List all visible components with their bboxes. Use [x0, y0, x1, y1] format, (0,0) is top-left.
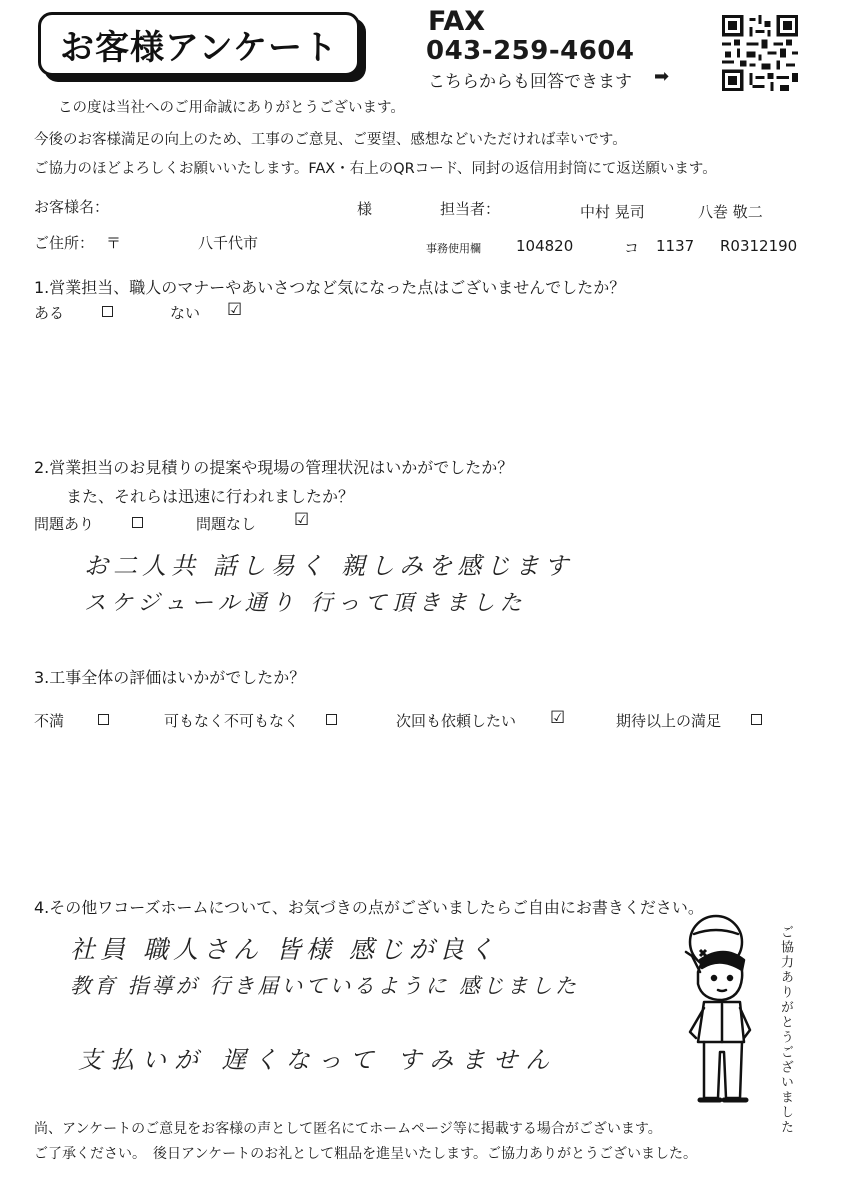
- question-4: 4.その他ワコーズホームについて、お気づきの点がございましたらご自由にお書きください。: [34, 898, 704, 917]
- office-code-4: R0312190: [720, 237, 798, 255]
- q1-checkbox-no[interactable]: ☑: [227, 300, 243, 320]
- q3-checkbox-exceeded[interactable]: [751, 714, 762, 725]
- intro-line-2: 今後のお客様満足の向上のため、工事のご意見、ご要望、感想などいただければ幸いです。: [34, 132, 627, 148]
- qr-note: こちらからも回答できます: [428, 72, 632, 92]
- question-2: 2.営業担当のお見積りの提案や現場の管理状況はいかがでしたか？: [34, 458, 514, 477]
- qr-code-icon[interactable]: [722, 15, 798, 91]
- q4-handwritten-answer-2: 教育 指導が 行き届いているように 感じました: [70, 974, 580, 998]
- intro-line-3: ご協力のほどよろしくお願いいたします。FAX・右上のQRコード、同封の返信用封筒にて返送願います。: [34, 161, 717, 177]
- question-2-line-2: また、それらは迅速に行われましたか？: [66, 487, 355, 506]
- question-1: 1.営業担当、職人のマナーやあいさつなど気になった点はございませんでしたか？: [34, 278, 626, 297]
- q3-checkbox-request-again[interactable]: ☑: [550, 708, 566, 728]
- q3-checkbox-neutral[interactable]: [326, 714, 337, 725]
- address-city: 八千代市: [198, 234, 259, 252]
- office-use-label: 事務使用欄: [426, 242, 481, 255]
- survey-title: お客様アンケート: [60, 27, 338, 68]
- question-3: 3.工事全体の評価はいかがでしたか？: [34, 668, 306, 687]
- q4-handwritten-answer-3: 支払いが 遅くなって すみません: [78, 1046, 558, 1074]
- q3-option-neutral: 可もなく不可もなく: [164, 712, 300, 730]
- q1-option-yes: ある: [34, 304, 65, 322]
- fax-number: 043-259-4604: [426, 36, 635, 66]
- q2-handwritten-answer-2: スケジュール通り 行って頂きました: [84, 591, 527, 616]
- sama-label: 様: [357, 200, 373, 218]
- office-code-3: 1137: [656, 237, 695, 255]
- fax-label: FAX: [428, 6, 486, 37]
- q2-checkbox-problem[interactable]: [132, 517, 143, 528]
- postal-mark: 〒: [106, 234, 122, 252]
- q2-option-problem: 問題あり: [34, 515, 95, 533]
- q3-option-dissatisfied: 不満: [34, 712, 65, 730]
- arrow-right-icon: ➡: [654, 66, 670, 87]
- q3-option-exceeded: 期待以上の満足: [616, 712, 722, 730]
- footer-line-2: ご了承ください。 後日アンケートのお礼として粗品を進呈いたします。ご協力ありがとうございました。: [34, 1146, 698, 1162]
- q2-handwritten-answer-1: お二人共 話し易く 親しみを感じます: [84, 552, 574, 580]
- staff-name-2: 八巻 敬二: [698, 203, 763, 221]
- q3-option-request-again: 次回も依頼したい: [396, 712, 517, 730]
- staff-label: 担当者：: [440, 200, 501, 218]
- mascot-illustration-icon: [664, 912, 774, 1112]
- q4-handwritten-answer-1: 社員 職人さん 皆様 感じが良く: [70, 935, 499, 964]
- address-label: ご住所：: [34, 234, 95, 252]
- staff-name-1: 中村 晃司: [580, 203, 645, 221]
- customer-name-label: お客様名：: [34, 198, 110, 216]
- q2-checkbox-no-problem[interactable]: ☑: [294, 510, 310, 530]
- intro-line-1: この度は当社へのご用命誠にありがとうございます。: [58, 100, 405, 116]
- office-code-2: コ: [624, 239, 640, 257]
- thanks-vertical: ご協力ありがとうございました: [778, 925, 793, 1135]
- q1-option-no: ない: [170, 304, 201, 322]
- q2-option-no-problem: 問題なし: [196, 515, 257, 533]
- q1-checkbox-yes[interactable]: [102, 306, 113, 317]
- survey-title-box: [38, 12, 360, 76]
- office-code-1: 104820: [516, 237, 574, 255]
- q3-checkbox-dissatisfied[interactable]: [98, 714, 109, 725]
- footer-line-1: 尚、アンケートのご意見をお客様の声として匿名にてホームページ等に掲載する場合がございます。: [34, 1121, 662, 1137]
